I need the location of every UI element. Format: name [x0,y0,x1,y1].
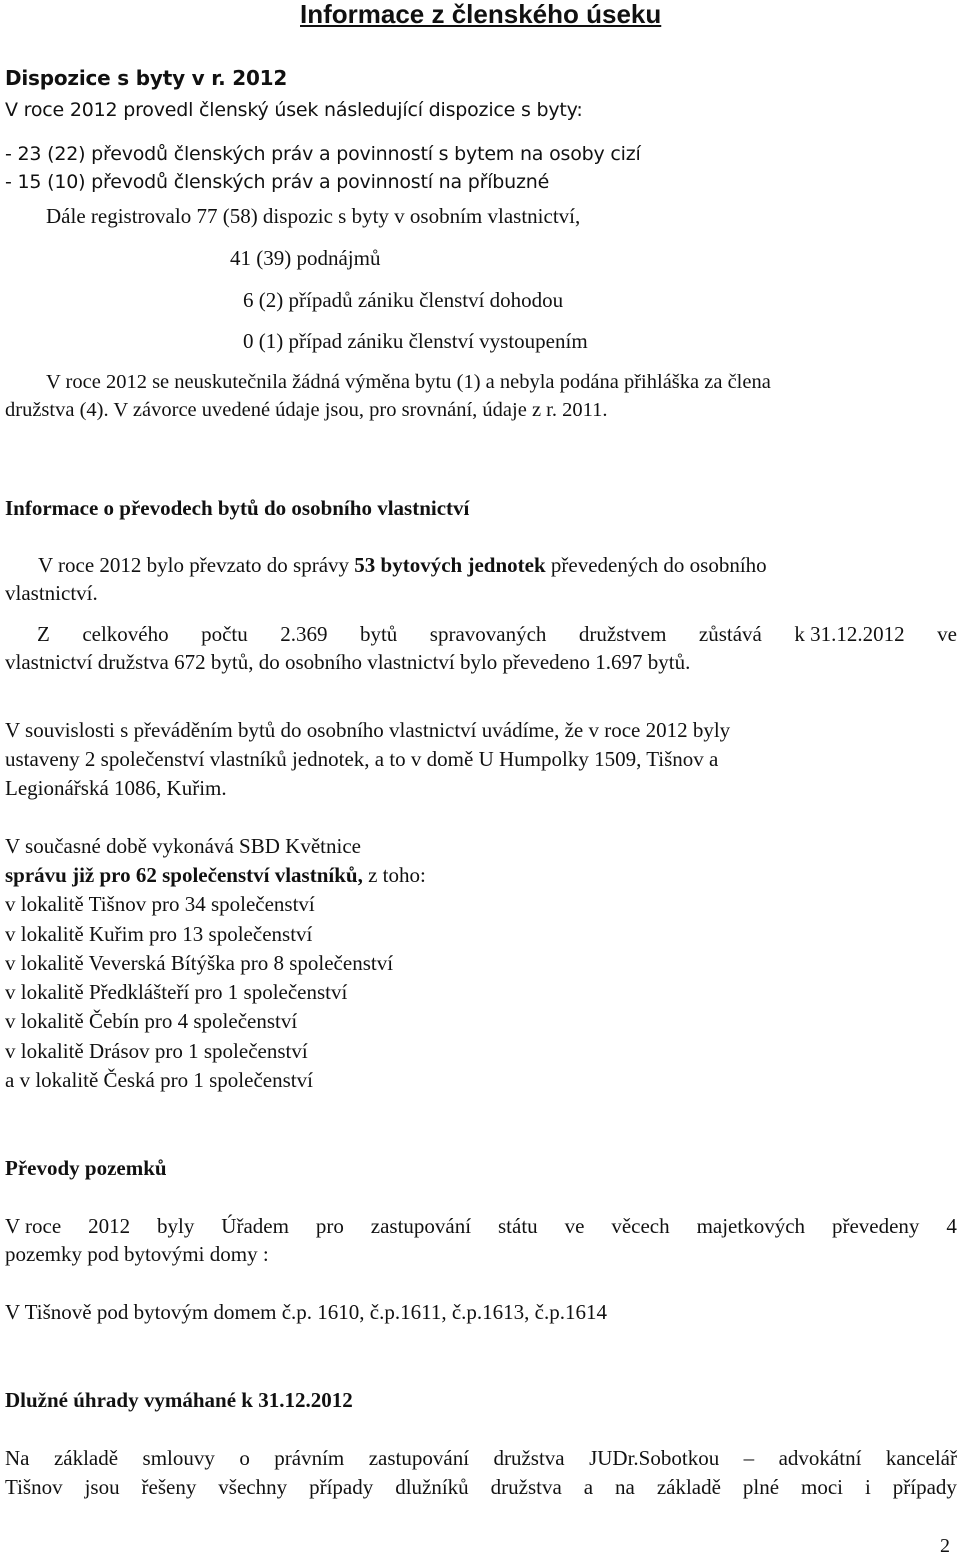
prevody-byty-p2-line2: vlastnictví družstva 672 bytů, do osobního vlastnictví bylo převedeno 1.697 bytů. [5,650,691,674]
word: věcech [611,1214,670,1238]
word: základě [53,1446,119,1470]
prevody-byty-p1-text: V roce 2012 bylo převzato do správy [38,553,355,577]
word: bytů [359,622,398,646]
word: dlužníků [395,1475,469,1499]
dispozice-intro: V roce 2012 provedl členský úsek následující dispozice s byty: [5,99,583,121]
word: a [583,1475,594,1499]
word: Úřadem [221,1214,289,1238]
lokalita-item: v lokalitě Kuřim pro 13 společenství [5,922,313,946]
word: 4 [946,1214,957,1238]
word: všechny [218,1475,288,1499]
word: na [615,1475,635,1499]
dispozice-podnajmy: 41 (39) podnájmů [230,246,381,270]
word: moci [801,1475,843,1499]
lokalita-item: v lokalitě Čebín pro 4 společenství [5,1009,298,1033]
word: – [743,1446,755,1470]
spolecenstvi-summary-rest: z toho: [362,863,426,887]
word: základě [656,1475,721,1499]
word: JUDr.Sobotkou [589,1446,720,1470]
dispozice-para-line: V roce 2012 se neuskutečnila žádná výměna bytu (1) a nebyla podána přihláška za člena [46,371,771,393]
dispozice-item: - 23 (22) převodů členských práv a povinností s bytem na osoby cizí [5,143,641,165]
pozemky-heading: Převody pozemků [5,1156,167,1180]
dispozice-dohoda: 6 (2) případů zániku členství dohodou [243,288,564,312]
word: Na [5,1446,30,1470]
pozemky-p1-line2: pozemky pod bytovými domy : [5,1242,269,1266]
word: plné [742,1475,780,1499]
word: kancelář [885,1446,957,1470]
word: k 31.12.2012 [794,622,905,646]
prevody-byty-heading: Informace o převodech bytů do osobního vlastnictví [5,496,470,520]
dispozice-registrovalo: Dále registrovalo 77 (58) dispozic s byty v osobním vlastnictví, [46,204,581,228]
word: celkového [82,622,169,646]
word: jsou [84,1475,120,1499]
word: převedeny [831,1214,920,1238]
page-title: Informace z členského úseku [300,0,662,29]
word: ve [564,1214,585,1238]
word: zastupování [370,1214,472,1238]
prevody-byty-p2-line1 [5,620,957,648]
word: zastupování [368,1446,470,1470]
word: právním [274,1446,345,1470]
prevody-byty-p3-line: ustaveny 2 společenství vlastníků jednotek, a to v domě U Humpolky 1509, Tišnov a [5,747,719,771]
pozemky-p2: V Tišnově pod bytovým domem č.p. 1610, č.p.1611, č.p.1613, č.p.1614 [5,1300,607,1324]
lokalita-item: v lokalitě Veverská Bítýška pro 8 společenství [5,951,394,975]
lokalita-item: v lokalitě Drásov pro 1 společenství [5,1039,308,1063]
prevody-byty-p1-text: převedených do osobního [545,553,767,577]
lokalita-item: v lokalitě Tišnov pro 34 společenství [5,892,315,916]
word: i [864,1475,871,1499]
word: družstvem [578,622,667,646]
word: řešeny [141,1475,197,1499]
word: 2.369 [280,622,328,646]
prevody-byty-p1 [38,551,767,579]
dluzne-heading: Dlužné úhrady vymáhané k 31.12.2012 [5,1388,353,1412]
dispozice-item: - 15 (10) převodů členských práv a povinností na příbuzné [5,171,550,193]
word: případy [892,1475,957,1499]
word: V roce [5,1214,62,1238]
word: pro [315,1214,344,1238]
word: družstva [490,1475,562,1499]
page-number: 2 [940,1535,950,1557]
word: o [239,1446,250,1470]
lokalita-item: v lokalitě Předklášteří pro 1 společenství [5,980,348,1004]
dispozice-vystoupeni: 0 (1) případ zániku členství vystoupením [243,329,588,353]
dluzne-line2 [5,1473,957,1501]
word: advokátní [778,1446,862,1470]
dispozice-para-line: družstva (4). V závorce uvedené údaje jsou, pro srovnání, údaje z r. 2011. [5,399,608,421]
pozemky-p1-line1 [5,1212,957,1240]
word: Tišnov [5,1475,63,1499]
spolecenstvi-summary-bold: správu již pro 62 společenství vlastníků, [5,863,363,887]
dispozice-heading: Dispozice s byty v r. 2012 [5,66,288,90]
word: 2012 [88,1214,131,1238]
word: státu [498,1214,538,1238]
word: byly [157,1214,195,1238]
prevody-byty-p1-line2: vlastnictví. [5,581,98,605]
word: družstva [493,1446,565,1470]
prevody-byty-p3-line: V souvislosti s převáděním bytů do osobního vlastnictví uvádíme, že v roce 2012 byly [5,718,731,742]
dluzne-line1 [5,1444,957,1472]
word: zůstává [698,622,762,646]
prevody-byty-p1-bold: 53 bytových jednotek [354,553,546,577]
word: smlouvy [142,1446,215,1470]
spolecenstvi-intro: V současné době vykonává SBD Květnice [5,834,361,858]
word: počtu [201,622,248,646]
word: majetkových [696,1214,806,1238]
spolecenstvi-summary [5,861,426,889]
word: spravovaných [429,622,547,646]
word: případy [309,1475,374,1499]
word: Z [37,622,50,646]
word: ve [937,622,957,646]
prevody-byty-p3-line: Legionářská 1086, Kuřim. [5,776,227,800]
lokalita-item: a v lokalitě Česká pro 1 společenství [5,1068,313,1092]
